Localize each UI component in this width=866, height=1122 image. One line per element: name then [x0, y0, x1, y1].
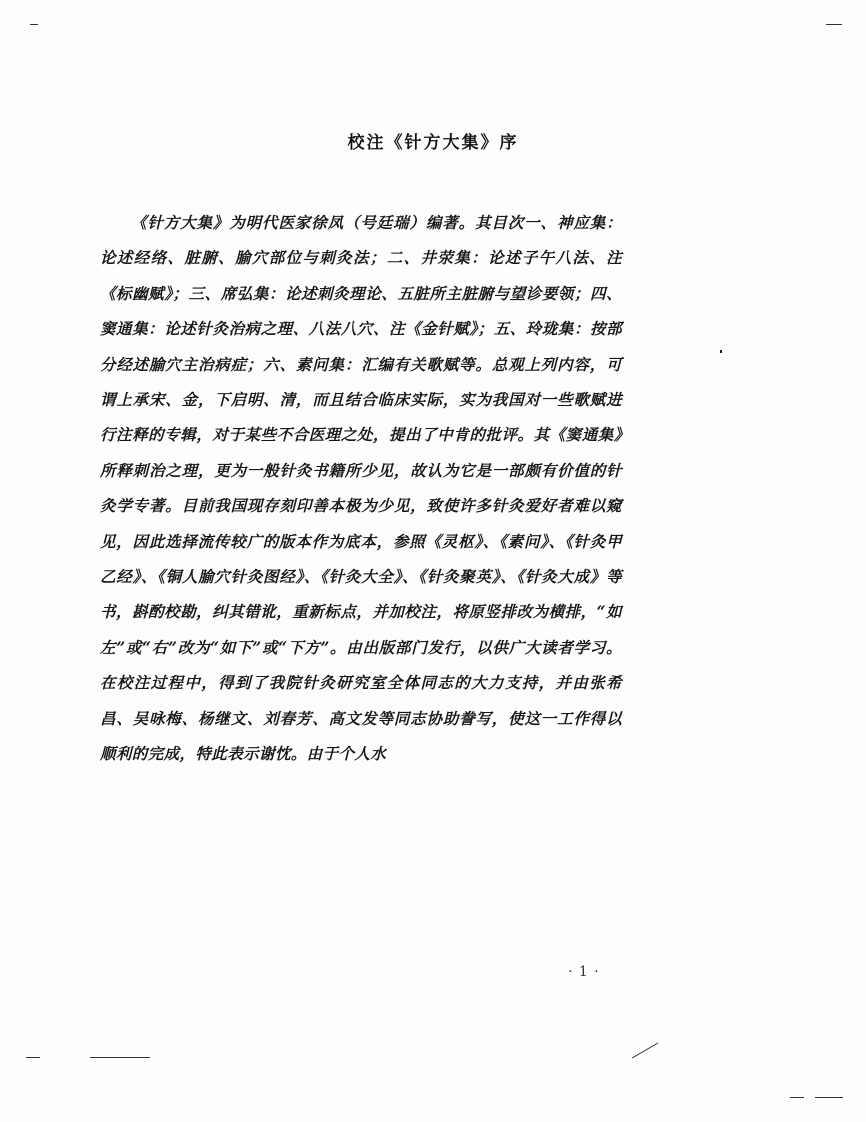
scan-mark — [632, 1043, 658, 1059]
scan-mark — [26, 1057, 40, 1058]
page-number: · 1 · — [568, 964, 600, 980]
page-title: 校注《针方大集》序 — [347, 133, 519, 153]
scan-mark — [30, 24, 38, 25]
scan-speck — [720, 350, 722, 353]
scan-mark — [90, 1057, 150, 1058]
scan-mark — [815, 1097, 843, 1098]
scan-mark — [826, 24, 842, 25]
scan-mark — [790, 1097, 804, 1098]
preface-body-text: 《针方大集》为明代医家徐凤（号廷瑞）编著。其目次一、神应集：论述经络、脏腑、腧穴部位与刺灸法；二、井荥集：论述子午八法、注《标幽赋》；三、席弘集：论述刺灸理论、五脏所主脏腑与望诊要领；四、窦通集：论述针灸治病之理、八法八穴、注《金针赋》；五、玲珑集：按部分经述腧穴主治病症；六、素问集：汇编有关歌赋等。总观上列内容，可谓上承宋、金，下启明、清，而且结合临床实际，实为我国对一些歌赋进行注释的专辑，对于某些不合医理之处，提出了中肯的批评。其《窦通集》所释刺治之理，更为一般针灸书籍所少见，故认为它是一部颇有价值的针灸学专著。目前我国现存刻印善本极为少见，致使许多针灸爱好者难以窥见，因此选择流传较广的版本作为底本，参照《灵枢》、《素问》、《针灸甲乙经》、《铜人腧穴针灸图经》、《针灸大全》、《针灸聚英》、《针灸大成》等书，斟酌校勘，纠其错讹，重新标点，并加校注，将原竖排改为横排，“如左”或“右”改为“如下”或“下方”。由出版部门发行，以供广大读者学习。在校注过程中，得到了我院针灸研究室全体同志的大力支持，并由张希昌、吴咏梅、杨继文、刘春芳、高文发等同志协助誊写，使这一工作得以顺利的完成，特此表示谢忱。由于个人水 — [100, 213, 622, 764]
